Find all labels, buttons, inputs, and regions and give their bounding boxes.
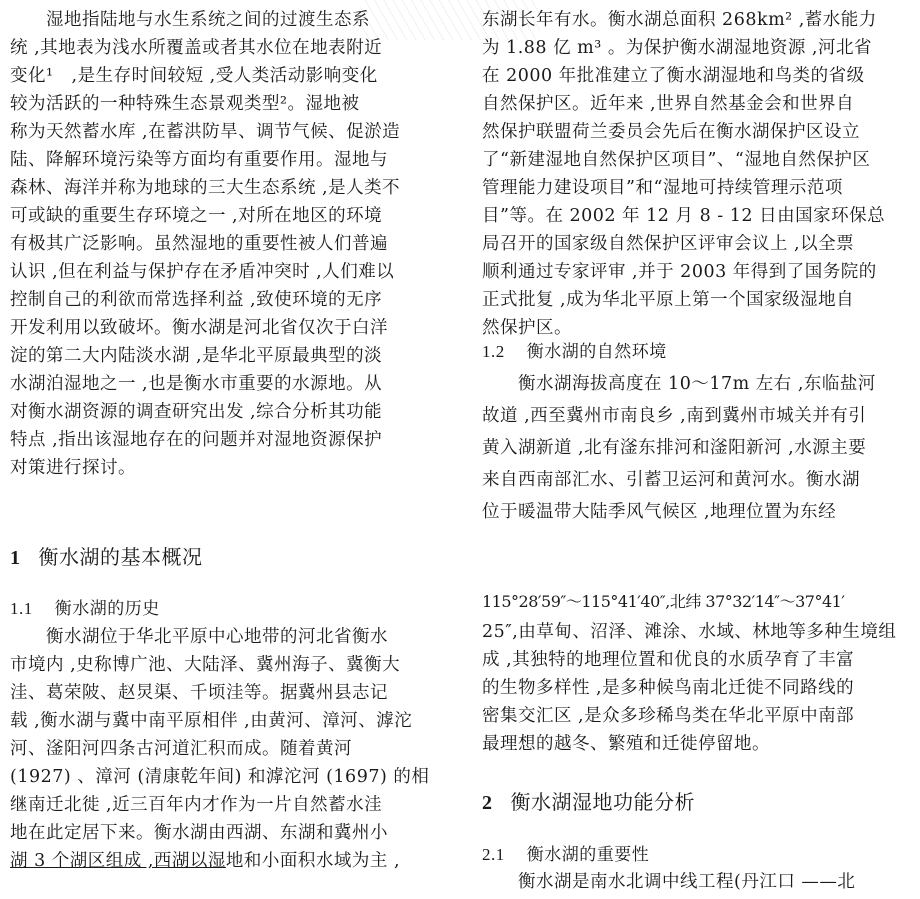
text-line: 局召开的国家级自然保护区评审会议上 ,以全票: [482, 234, 855, 254]
text-line: 湿地指陆地与水生系统之间的过渡生态系: [10, 10, 370, 30]
text-line: 衡水湖海拔高度在 10～17m 左右 ,东临盐河: [482, 374, 876, 394]
text-line: [10, 849, 400, 873]
text-span: 地和小面积水域为主 ,: [225, 851, 401, 871]
text-line: 开发利用以致破坏。衡水湖是河北省仅次于白洋: [10, 318, 388, 338]
section-number: 2: [482, 792, 493, 814]
subsection-heading-1-2: [482, 340, 667, 364]
text-line: 对衡水湖资源的调查研究出发 ,综合分析其功能: [10, 402, 383, 422]
section-number: 1: [10, 547, 21, 569]
text-line: 称为天然蓄水库 ,在蓄洪防旱、调节气候、促淤造: [10, 122, 401, 142]
text-line: 陆、降解环境污染等方面均有重要作用。湿地与: [10, 150, 388, 170]
subsection-number: 2.1: [482, 845, 505, 864]
text-line: 市境内 ,史称博广池、大陆泽、冀州海子、冀衡大: [10, 655, 401, 675]
text-line: 故道 ,西至冀州市南良乡 ,南到冀州市城关并有引: [482, 406, 867, 426]
text-line: 正式批复 ,成为华北平原上第一个国家级湿地自: [482, 290, 855, 310]
text-line: 控制自己的利欲而常选择利益 ,致使环境的无序: [10, 290, 383, 310]
section-title: 衡水湖的基本概况: [38, 545, 203, 569]
text-line: 为 1.88 亿 m³ 。为保护衡水湖湿地资源 ,河北省: [482, 38, 872, 58]
text-line: 密集交汇区 ,是众多珍稀鸟类在华北平原中南部: [482, 706, 855, 726]
text-line: 然保护联盟荷兰委员会先后在衡水湖保护区设立: [482, 122, 860, 142]
subsection-heading-1-1: [10, 597, 160, 621]
text-line: 特点 ,指出该湿地存在的问题并对湿地资源保护: [10, 430, 383, 450]
underlined-text: 湖 3 个湖区组成 ,西湖以湿: [10, 851, 226, 871]
text-line: 成 ,其独特的地理位置和优良的水质孕育了丰富: [482, 650, 855, 670]
text-line: 自然保护区。近年来 ,世界自然基金会和世界自: [482, 94, 855, 114]
text-line: 黄入湖新道 ,北有滏东排河和滏阳新河 ,水源主要: [482, 438, 867, 458]
section-title: 衡水湖湿地功能分析: [510, 790, 695, 814]
subsection-heading-2-1: [482, 843, 649, 867]
text-line: 可或缺的重要生存环境之一 ,对所在地区的环境: [10, 206, 383, 226]
text-line: 洼、葛荣陂、赵炅渠、千顷洼等。据冀州县志记: [10, 683, 388, 703]
text-line: 地在此定居下来。衡水湖由西湖、东湖和冀州小: [10, 823, 388, 843]
section-heading-1: [10, 545, 203, 570]
text-line: 管理能力建设项目”和“湿地可持续管理示范项: [482, 178, 843, 198]
text-line: 统 ,其地表为浅水所覆盖或者其水位在地表附近: [10, 38, 383, 58]
subsection-title: 衡水湖的自然环境: [526, 342, 667, 362]
subsection-number: 1.2: [482, 342, 505, 361]
subsection-title: 衡水湖的历史: [54, 599, 160, 619]
text-line: 继南迁北徙 ,近三百年内才作为一片自然蓄水洼: [10, 795, 383, 815]
text-line: 衡水湖是南水北调中线工程(丹江口 ——北: [482, 872, 856, 892]
text-line: 顺利通过专家评审 ,并于 2003 年得到了国务院的: [482, 262, 877, 282]
text-line: 了“新建湿地自然保护区项目”、“湿地自然保护区: [482, 150, 871, 170]
text-line: 河、滏阳河四条古河道汇积而成。随着黄河: [10, 739, 352, 759]
text-line: 目”等。在 2002 年 12 月 8 - 12 日由国家环保总: [482, 206, 886, 226]
text-line: 载 ,衡水湖与冀中南平原相伴 ,由黄河、漳河、滹沱: [10, 711, 413, 731]
text-line: 对策进行探讨。: [10, 458, 136, 478]
text-line: 森林、海洋并称为地球的三大生态系统 ,是人类不: [10, 178, 401, 198]
text-line: 然保护区。: [482, 318, 572, 338]
text-line: 有极其广泛影响。虽然湿地的重要性被人们普遍: [10, 234, 388, 254]
text-line: 变化¹ ,是生存时间较短 ,受人类活动影响变化: [10, 66, 378, 86]
subsection-number: 1.1: [10, 599, 33, 618]
text-line: 的生物多样性 ,是多种候鸟南北迁徙不同路线的: [482, 678, 855, 698]
text-line: 较为活跃的一种特殊生态景观类型²。湿地被: [10, 94, 360, 114]
section-heading-2: [482, 790, 695, 815]
text-line: 在 2000 年批准建立了衡水湖湿地和鸟类的省级: [482, 66, 865, 86]
coordinates-line: 115°28′59″～115°41′40″,北纬 37°32′14″～37°41′: [482, 592, 845, 611]
text-line: 淀的第二大内陆淡水湖 ,是华北平原最典型的淡: [10, 346, 383, 366]
text-line: 来自西南部汇水、引蓄卫运河和黄河水。衡水湖: [482, 470, 860, 490]
text-line: 25″,由草甸、沼泽、滩涂、水域、林地等多种生境组: [482, 622, 897, 642]
text-line: (1927) 、漳河 (清康乾年间) 和滹沱河 (1697) 的相: [10, 767, 430, 787]
subsection-title: 衡水湖的重要性: [526, 845, 650, 865]
text-line: 衡水湖位于华北平原中心地带的河北省衡水: [10, 627, 388, 647]
text-line: 最理想的越冬、繁殖和迁徙停留地。: [482, 734, 770, 754]
text-line: 认识 ,但在利益与保护存在矛盾冲突时 ,人们难以: [10, 262, 395, 282]
text-line: 东湖长年有水。衡水湖总面积 268km² ,蓄水能力: [482, 10, 877, 30]
text-line: 水湖泊湿地之一 ,也是衡水市重要的水源地。从: [10, 374, 383, 394]
text-line: 位于暖温带大陆季风气候区 ,地理位置为东经: [482, 502, 837, 522]
